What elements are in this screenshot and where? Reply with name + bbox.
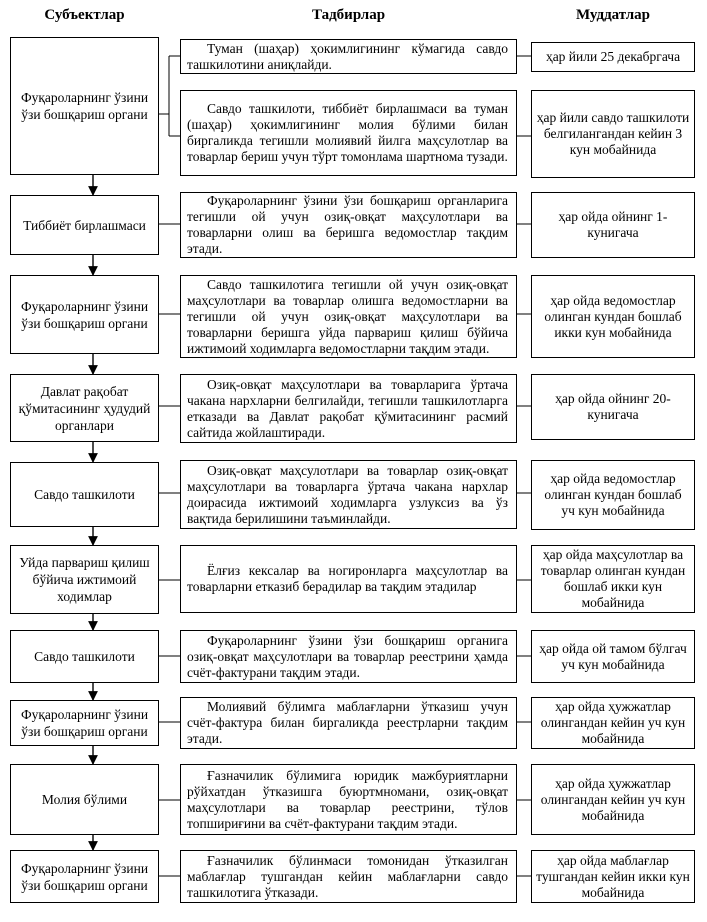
deadline-box: ҳар ойда ой тамом бўлгач уч кун мобайнида bbox=[531, 630, 695, 683]
subject-box: Уйда парвариш қилиш бўйича ижтимоий ходимлар bbox=[10, 545, 159, 614]
action-box: Молиявий бўлимга маблағларни ўтказиш учун счёт-фактура билан биргаликда реестрларни тақдим этади. bbox=[180, 697, 517, 749]
action-box: Озиқ-овқат маҳсулотлари ва товарларига ўртача чакана нархларни белгилайди, тегишли ташкилотларга етказади ва Давлат рақобат қўмитасининг расмий сайтида жойлаштиради. bbox=[180, 374, 517, 443]
action-box: Туман (шаҳар) ҳокимлигининг кўмагида савдо ташкилотини аниқлайди. bbox=[180, 39, 517, 74]
deadline-box: ҳар ойда ҳужжатлар олингандан кейин уч кун мобайнида bbox=[531, 697, 695, 749]
deadline-box: ҳар ойда ведомостлар олинган кундан бошлаб уч кун мобайнида bbox=[531, 460, 695, 530]
action-box: Ёлғиз кексалар ва ногиронларга маҳсулотлар ва товарларни етказиб берадилар ва тақдим этадилар bbox=[180, 545, 517, 613]
action-box: Фуқароларнинг ўзини ўзи бошқариш органларига тегишли ой учун озиқ-овқат маҳсулотлари ва товарларни олиш ва беришга ведомостлар тақдим этади. bbox=[180, 192, 517, 258]
subject-box: Савдо ташкилоти bbox=[10, 462, 159, 527]
header-deadlines: Муддатлар bbox=[575, 7, 651, 23]
deadline-box: ҳар ойда маҳсулотлар ва товарлар олинган кундан бошлаб икки кун мобайнида bbox=[531, 545, 695, 613]
subject-box: Савдо ташкилоти bbox=[10, 630, 159, 683]
deadline-box: ҳар ойда маблағлар тушгандан кейин икки кун мобайнида bbox=[531, 850, 695, 903]
action-box: Ғазначилик бўлинмаси томонидан ўтказилган маблағлар тушгандан кейин маблағларни савдо ташкилотига ўтказади. bbox=[180, 850, 517, 903]
deadline-box: ҳар ойда ойнинг 1-кунигача bbox=[531, 192, 695, 258]
subject-box: Фуқароларнинг ўзини ўзи бошқариш органи bbox=[10, 850, 159, 903]
deadline-box: ҳар ойда ведомостлар олинган кундан бошлаб икки кун мобайнида bbox=[531, 275, 695, 358]
action-box: Озиқ-овқат маҳсулотлари ва товарлар озиқ-овқат маҳсулотлари ва товарларга ўртача чакана нархлар доирасида ижтимоий ходимларга узлуксиз ва ўз вақтида берилишини таъминлайди. bbox=[180, 460, 517, 529]
deadline-box: ҳар ойда ойнинг 20-кунигача bbox=[531, 374, 695, 440]
action-box: Савдо ташкилоти, тиббиёт бирлашмаси ва туман (шаҳар) ҳокимлигининг молия бўлими билан биргаликда тегишли молиявий йилга маҳсулотлар ва товарлар бериш учун тўрт томонлама шартнома тузади. bbox=[180, 90, 517, 176]
subject-box: Тиббиёт бирлашмаси bbox=[10, 195, 159, 255]
action-box: Фуқароларнинг ўзини ўзи бошқариш органига озиқ-овқат маҳсулотлари ва товарлар реестрини ҳамда счёт-фактурани тақдим этади. bbox=[180, 630, 517, 683]
header-actions: Тадбирлар bbox=[311, 7, 386, 23]
subject-box: Молия бўлими bbox=[10, 764, 159, 835]
deadline-box: ҳар ойда ҳужжатлар олингандан кейин уч кун мобайнида bbox=[531, 764, 695, 835]
subject-box: Фуқароларнинг ўзини ўзи бошқариш органи bbox=[10, 37, 159, 175]
deadline-box: ҳар йили савдо ташкилоти белгилангандан кейин 3 кун мобайнида bbox=[531, 90, 695, 178]
subject-box: Фуқароларнинг ўзини ўзи бошқариш органи bbox=[10, 275, 159, 354]
subject-box: Давлат рақобат қўмитасининг ҳудудий органлари bbox=[10, 374, 159, 442]
subject-box: Фуқароларнинг ўзини ўзи бошқариш органи bbox=[10, 700, 159, 746]
deadline-box: ҳар йили 25 декабргача bbox=[531, 42, 695, 72]
action-box: Савдо ташкилотига тегишли ой учун озиқ-овқат маҳсулотлари ва товарлар олишга ведомостларни ва тегишли ой учун озиқ-овқат маҳсулотлари ва товарларни беришга уйда парвариш қилиш бўйича ижтимоий ходимларга ведомостларни тақдим этади. bbox=[180, 275, 517, 358]
header-subjects: Субъектлар bbox=[44, 7, 125, 23]
action-box: Ғазначилик бўлимига юридик мажбуриятларни рўйхатдан ўтказишга буюртмномани, озиқ-овқат маҳсулотлари ва товарлар реестрини, тўлов топшириғини ва счёт-фактурани тақдим этади. bbox=[180, 764, 517, 835]
